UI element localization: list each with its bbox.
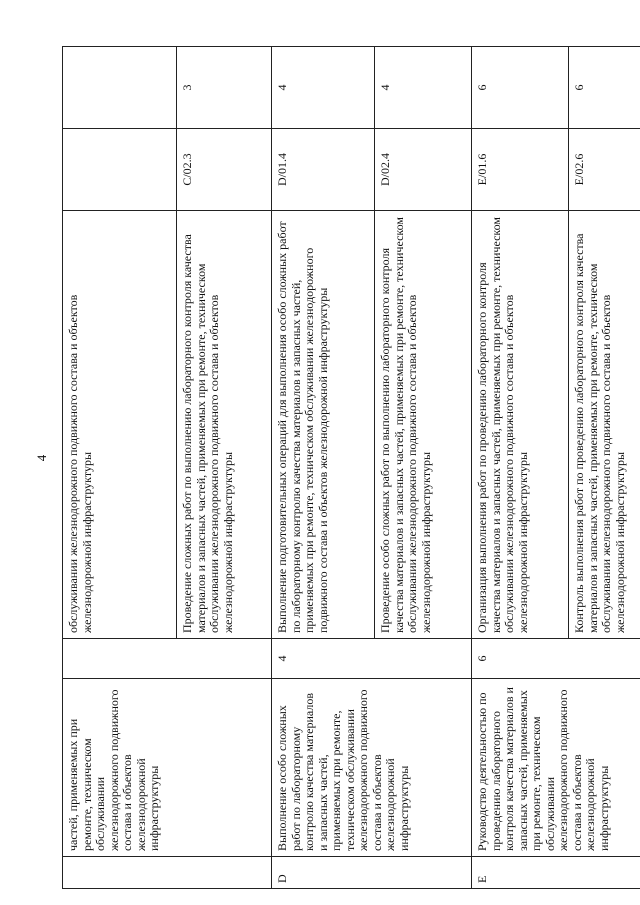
labor-function-level-cell: 4 <box>375 47 472 129</box>
function-name-cell: Руководство деятельностью по проведению лабораторного контроля качества материалов и запасных частей, применяемых при ремонте, техническом обслуживании железнодорожного подвижного состава и объектов железнодорожной инфраструктуры <box>472 679 640 857</box>
functions-table <box>62 46 640 889</box>
function-code-cell <box>63 857 272 889</box>
labor-function-level-cell: 3 <box>177 47 272 129</box>
labor-function-code-cell <box>63 129 177 211</box>
function-name-cell: Выполнение особо сложных работ по лабораторному контролю качества материалов и запасных частей, применяемых при ремонте, техническом обслуживании железнодорожного подвижного состава и объектов железнодорожной инфраструктуры <box>272 679 472 857</box>
qualification-level-cell: 6 <box>472 639 640 679</box>
labor-function-name-cell: Проведение сложных работ по выполнению лабораторного контроля качества материалов и запасных частей, применяемых при ремонте, техническом обслуживании железнодорожного подвижного состава и объектов железнодорожной инфраструктуры <box>177 211 272 639</box>
labor-function-level-cell <box>63 47 177 129</box>
labor-function-code-cell: C/02.3 <box>177 129 272 211</box>
labor-function-level-cell: 6 <box>472 47 569 129</box>
labor-function-name-cell: обслуживании железнодорожного подвижного состава и объектов железнодорожной инфраструктуры <box>63 211 177 639</box>
labor-function-code-cell: E/02.6 <box>569 129 640 211</box>
rotated-table-container <box>62 47 627 889</box>
qualification-level-cell: 4 <box>272 639 472 679</box>
table-row <box>63 47 177 889</box>
labor-function-code-cell: E/01.6 <box>472 129 569 211</box>
labor-function-level-cell: 6 <box>569 47 640 129</box>
labor-function-name-cell: Проведение особо сложных работ по выполнению лабораторного контроля качества материалов и запасных частей, применяемых при ремонте, техническом обслуживании железнодорожного подвижного состава и объектов железнодорожной инфраструктуры <box>375 211 472 639</box>
labor-function-name-cell: Выполнение подготовительных операций для выполнения особо сложных работ по лабораторному контролю качества материалов и запасных частей, применяемых при ремонте, техническом обслуживании железнодорожного подвижного состава и объектов железнодорожной инфраструктуры <box>272 211 375 639</box>
table-row <box>272 47 375 889</box>
function-code-cell: D <box>272 857 472 889</box>
labor-function-level-cell: 4 <box>272 47 375 129</box>
qualification-level-cell <box>63 639 272 679</box>
function-code-cell: E <box>472 857 640 889</box>
function-name-cell: частей, применяемых при ремонте, техническом обслуживании железнодорожного подвижного состава и объектов железнодорожной инфраструктуры <box>63 679 272 857</box>
page-number: 4 <box>34 454 49 462</box>
labor-function-code-cell: D/02.4 <box>375 129 472 211</box>
labor-function-name-cell: Контроль выполнения работ по проведению лабораторного контроля качества материалов и запасных частей, применяемых при ремонте, техническом обслуживании железнодорожного подвижного состава и объектов железнодорожной инфраструктуры <box>569 211 640 639</box>
labor-function-name-cell: Организация выполнения работ по проведению лабораторного контроля качества материалов и запасных частей, применяемых при ремонте, техническом обслуживании железнодорожного подвижного состава и объектов железнодорожной инфраструктуры <box>472 211 569 639</box>
labor-function-code-cell: D/01.4 <box>272 129 375 211</box>
table-row <box>472 47 569 889</box>
